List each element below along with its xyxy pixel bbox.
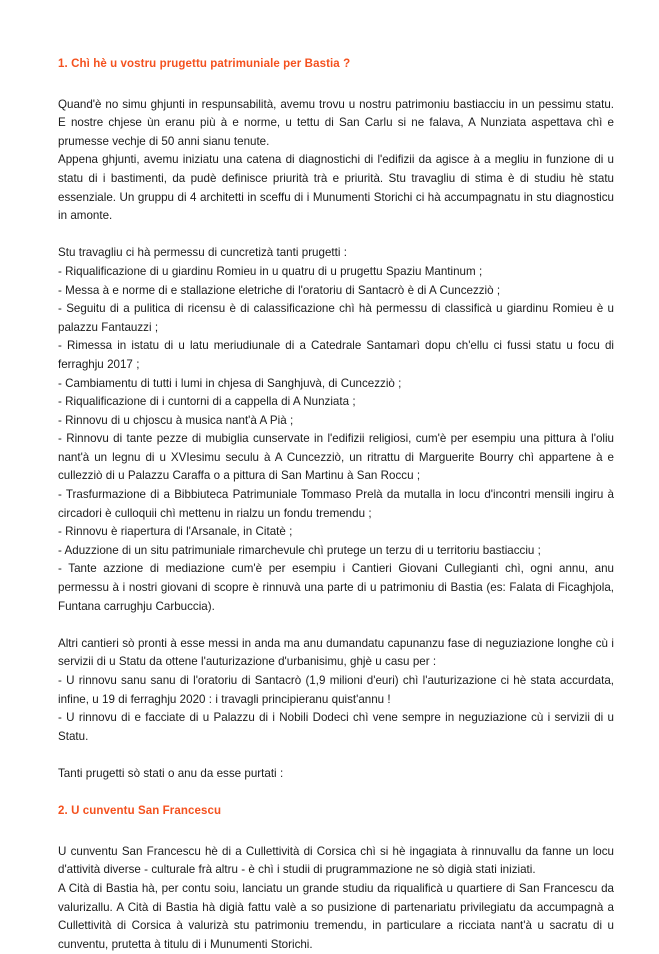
list-item: - U rinnovu di e facciate di u Palazzu di i Nobili Dodeci chì vene sempre in neguziazione cù i servizii di u Statu. [58,711,614,743]
spacer [58,746,614,765]
section-heading-2: 2. U cunventu San Francescu [58,805,222,818]
list-item: - Aduzzione di un situ patrimuniale rimarchevule chì prutege un terzu di u territoriu bastiacciu ; [58,543,541,557]
list-item: - Seguitu di a pulitica di ricensu è di calassificazione chì hà permessu di classificà u giardinu Romieu è u palazzu Fantauzzi ; [58,302,614,334]
paragraph-closing-1: Tanti prugetti sò stati o anu da esse purtati : [58,766,284,780]
list-item: - Riqualificazione di i cuntorni di a cappella di A Nunziata ; [58,395,356,409]
list-item: - Rinnovu è riapertura di l'Arsanale, in Citatè ; [58,525,293,539]
list-item: - Messa à e norme di e stallazione eletriche di l'oratoriu di Santacrò è di A Cuncezziò ; [58,283,501,297]
spacer [58,616,614,635]
list-item: - U rinnovu sanu sanu di l'oratoriu di Santacrò (1,9 milioni d'euri) chì l'auturizazione ci hè stata accurdata, infine, u 19 di ferraghju 2020 : i travagli principieranu quist'annu ! [58,674,614,706]
spacer [58,821,614,843]
projects-list-1 [58,244,614,616]
spacer [58,74,614,96]
list-item: - Tante azzione di mediazione cum'è per esempiu i Cantieri Giovani Cullegianti chì, ogni annu, anu permessu à i nostri giovani di scopre è rinnuvà una parte di u patrimoniu di Bastia (es: Falata di Ficaghjola, Funtana carrughju Carbuccia). [58,562,614,613]
paragraph-intro-1: Quand'è no simu ghjunti in respunsabilità, avemu trovu u nostru patrimoniu bastiacciu in un pessimu statu. E nostre chjese ùn eranu più à e norme, u tettu di San Carlu si ne falava, A Nunziata aspettava chì e prumesse vechje di 50 anni sianu tenute. [58,97,614,148]
list-intro: Stu travagliu ci hà permessu di cuncretizà tanti prugetti : [58,246,347,260]
spacer [58,784,614,803]
list-item: - Riqualificazione di u giardinu Romieu in u quatru di u prugettu Spaziu Mantinum ; [58,264,483,278]
list-item: - Trasfurmazione di a Bibbiuteca Patrimuniale Tommaso Prelà da mutalla in locu d'incontri mensili ingiru à circadori è culloquii chì mettenu in rialzu un fondu tremendu ; [58,488,614,520]
section-heading-1: 1. Chì hè u vostru prugettu patrimuniale per Bastia ? [58,58,351,70]
list-item: - Rinnovu di u chjoscu à musica nant'à A Pià ; [58,413,294,427]
paragraph-pending-sites: Altri cantieri sò pronti à esse messi in anda ma anu dumandatu capunanzu fase di neguziazione longhe cù i servizii di u Statu da ottene l'auturizazione d'urbanisimu, ghjè u casu per : [58,636,614,669]
paragraph-intro-2: Appena ghjunti, avemu iniziatu una catena di diagnostichi di l'edifizii da agisce à a megliu in funzione di u statu di i bastimenti, da pudè definisce priurità trà e priurità. Stu travagliu di stima è di studiu hè statu essenziale. Un gruppu di 4 architetti in sceffu di i Munumenti Storichi ci hà accumpagnatu in stu diagnosticu in amonte. [58,153,614,223]
document-body [58,55,614,954]
list-item: - Rinnovu di tante pezze di mubiglia cunservate in l'edifizii religiosi, cum'è per esempiu una pittura à l'oliu nant'à un legnu di u XVIesimu seculu à A Cuncezziò, un ritrattu di Marguerite Bourry chì appartene à e cullezziò di u Palazzu Caraffa o a pittura di San Martinu à San Roccu ; [58,432,614,483]
paragraph-convent-2: A Cità di Bastia hà, per contu soiu, lanciatu un grande studiu da riqualificà u quartiere di San Francescu da valurizallu. A Cità di Bastia hà digià fattu valè a so pusizione di partenariatu privilegiatu da accumpagnà a Cullettività di Corsica à valurizà stu patrimoniu tremendu, in particulare a ricciata nant'à u sacratu di u cunventu, prutetta à titulu di i Munumenti Storichi. [58,881,614,951]
projects-list-2 [58,672,614,746]
list-item: - Cambiamentu di tutti i lumi in chjesa di Sanghjuvà, di Cuncezziò ; [58,376,402,390]
spacer [58,226,614,245]
paragraph-convent-1: U cunventu San Francescu hè di a Cullettività di Corsica chì si hè ingagiata à rinnuvallu da fanne un locu d'attività diverse - culturale frà altru - è chì i studii di prugrammazione ne sò digià stati iniziati. [58,844,614,877]
list-item: - Rimessa in istatu di u latu meriudiunale di a Catedrale Santamarì dopu ch'ellu ci fussi statu u focu di ferraghju 2017 ; [58,339,614,371]
